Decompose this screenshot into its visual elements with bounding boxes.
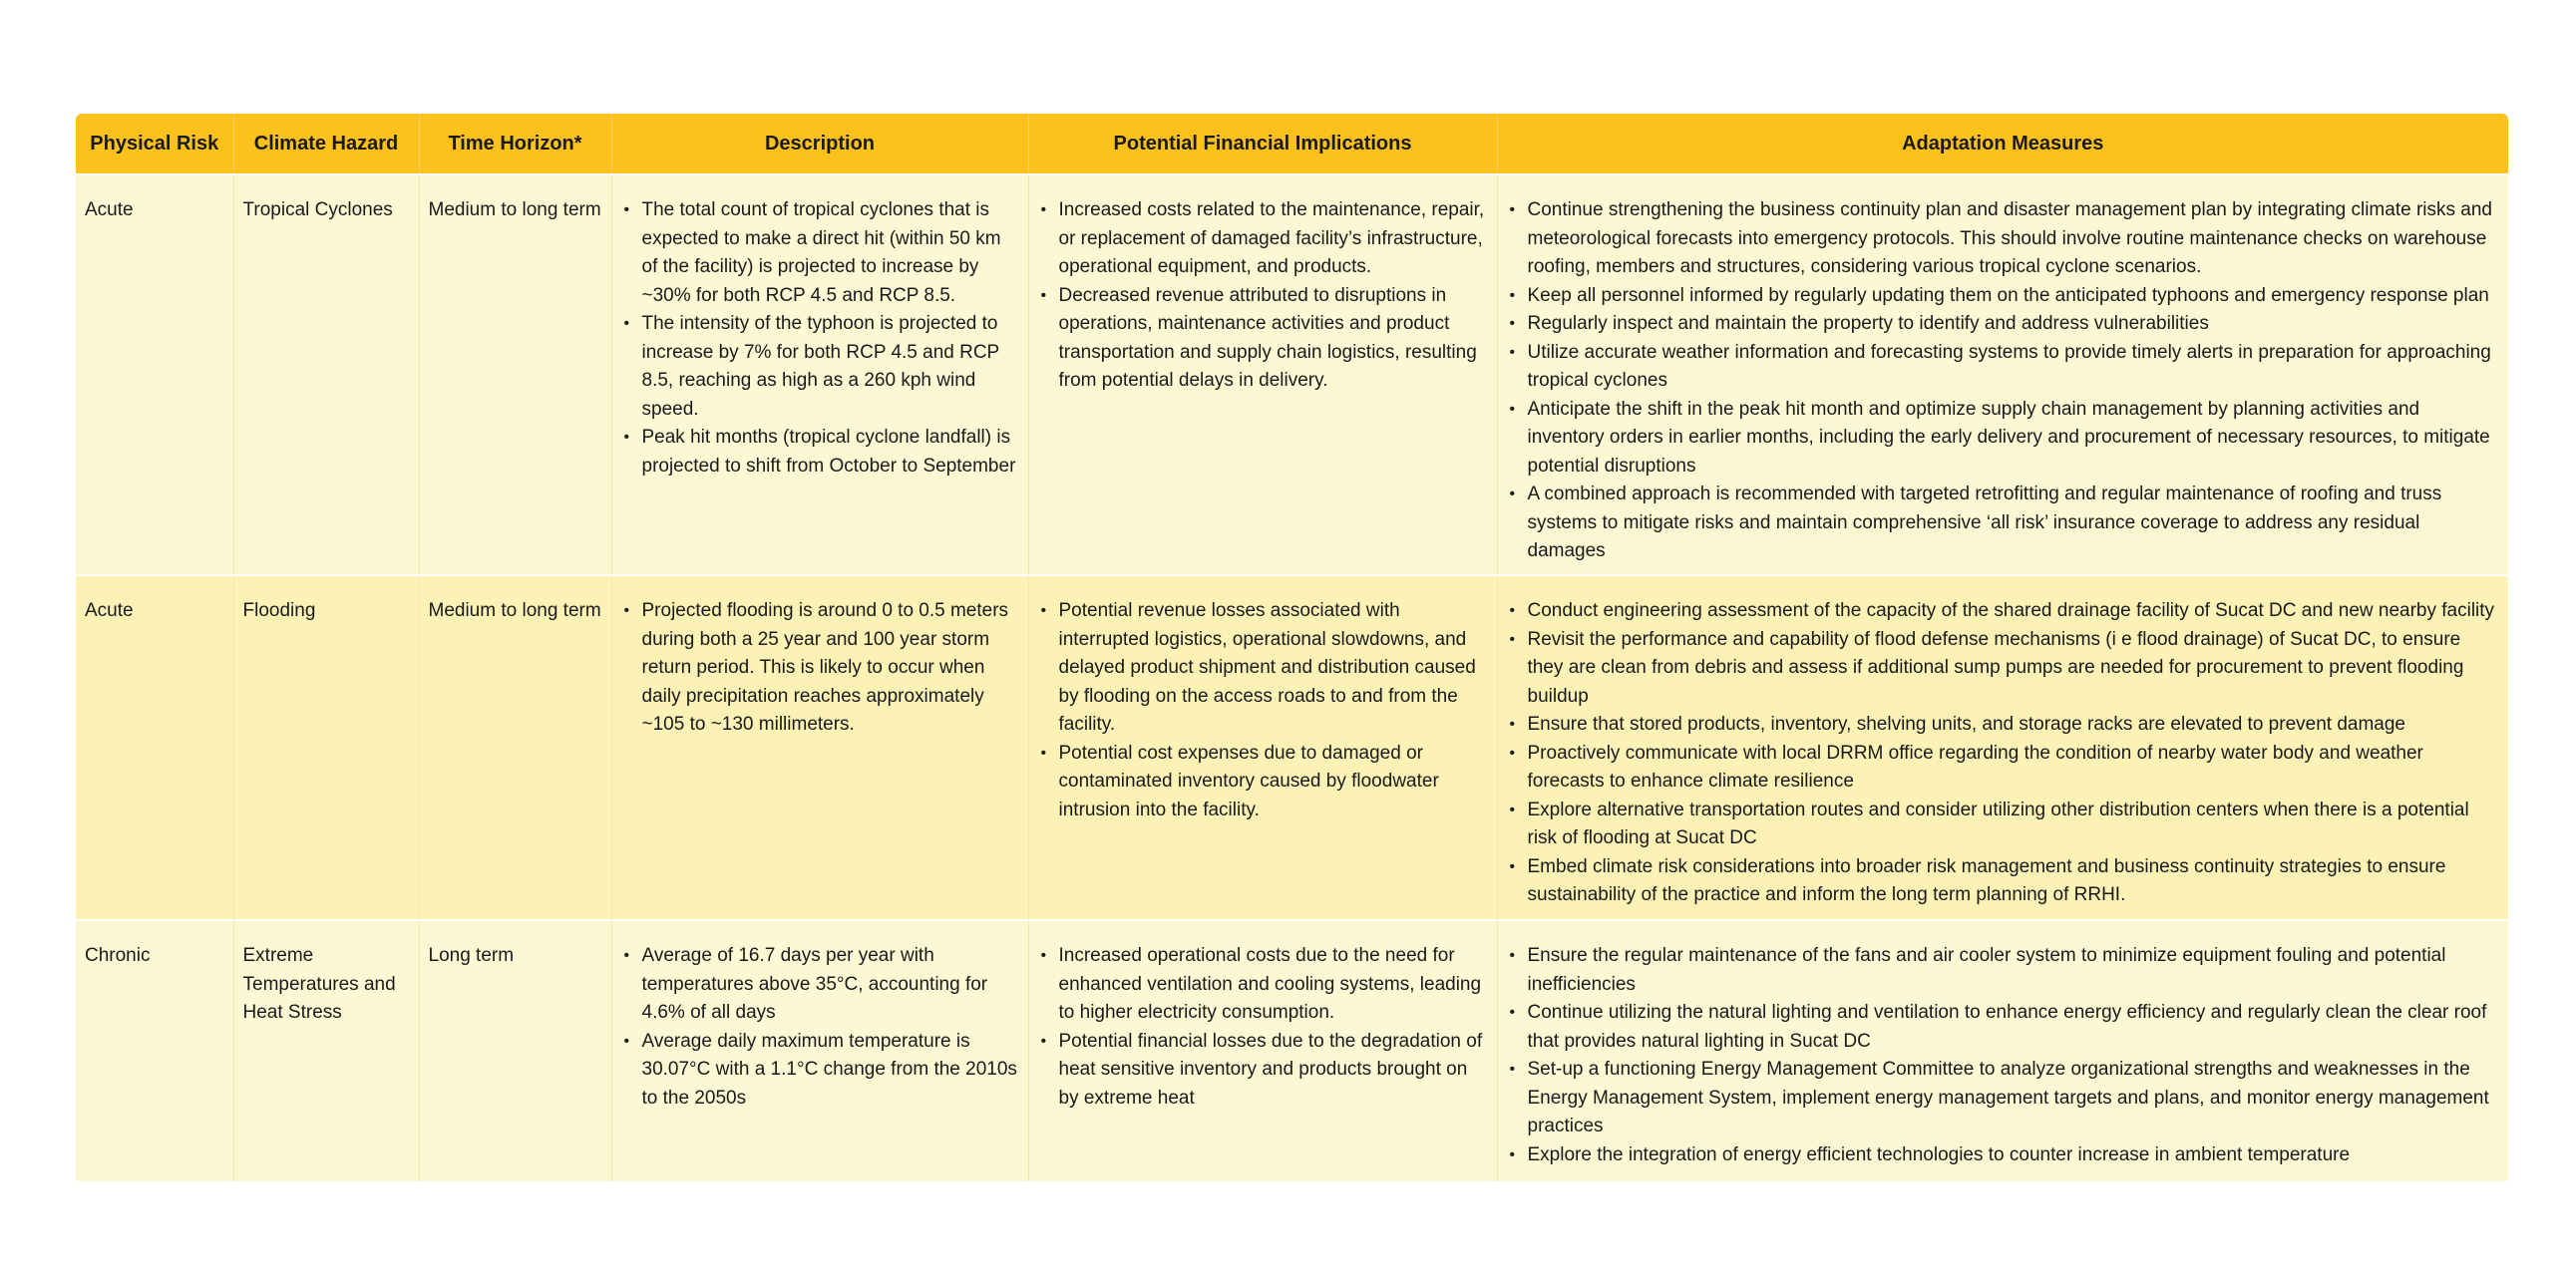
list-item: • Projected flooding is around 0 to 0.5 meters during both a 25 year and 100 year storm return period. This is likely to occur when daily precipitation reaches approximately ~105 to ~130 millimeters. xyxy=(621,597,1019,740)
header-adaptation-measures: Adaptation Measures xyxy=(1497,114,2508,174)
list-item: • Regularly inspect and maintain the property to identify and address vulnerabilities xyxy=(1507,310,2500,339)
time-horizon-cell: Medium to long term xyxy=(419,174,611,575)
financial-implications-cell xyxy=(1028,174,1497,575)
list-item: • The intensity of the typhoon is projected to increase by 7% for both RCP 4.5 and RCP 8.5, reaching as high as a 260 kph wind speed. xyxy=(621,310,1019,424)
description-list xyxy=(621,597,1019,740)
list-item: • Continue utilizing the natural lighting and ventilation to enhance energy efficiency and regularly clean the clear roof that provides natural lighting in Sucat DC xyxy=(1507,999,2500,1056)
table-row xyxy=(76,575,2508,920)
list-item: • Increased costs related to the maintenance, repair, or replacement of damaged facility’s infrastructure, operational equipment, and products. xyxy=(1038,196,1488,282)
table-row xyxy=(76,920,2508,1181)
header-financial-implications: Potential Financial Implications xyxy=(1028,114,1497,174)
description-cell xyxy=(611,920,1028,1181)
list-item: • Ensure the regular maintenance of the fans and air cooler system to minimize equipment fouling and potential inefficiencies xyxy=(1507,942,2500,999)
header-physical-risk: Physical Risk xyxy=(76,114,233,174)
physical-risk-cell: Acute xyxy=(76,174,233,575)
physical-risk-cell: Chronic xyxy=(76,920,233,1181)
climate-hazard-cell: Extreme Temperatures and Heat Stress xyxy=(233,920,419,1181)
header-climate-hazard: Climate Hazard xyxy=(233,114,419,174)
adaptation-list xyxy=(1507,597,2500,910)
climate-hazard-cell: Flooding xyxy=(233,575,419,920)
climate-risk-table-container xyxy=(76,114,2508,1181)
time-horizon-cell: Long term xyxy=(419,920,611,1181)
header-time-horizon: Time Horizon* xyxy=(419,114,611,174)
list-item: • Utilize accurate weather information and forecasting systems to provide timely alerts in preparation for approaching tropical cyclones xyxy=(1507,339,2500,396)
list-item: • Anticipate the shift in the peak hit month and optimize supply chain management by planning activities and inventory orders in earlier months, including the early delivery and procurement of necessary resources, to mitigate potential disruptions xyxy=(1507,396,2500,482)
list-item: • A combined approach is recommended with targeted retrofitting and regular maintenance of roofing and truss systems to mitigate risks and maintain comprehensive ‘all risk’ insurance coverage to address any residual damages xyxy=(1507,481,2500,566)
list-item: • The total count of tropical cyclones that is expected to make a direct hit (within 50 km of the facility) is projected to increase by ~30% for both RCP 4.5 and RCP 8.5. xyxy=(621,196,1019,310)
list-item: • Proactively communicate with local DRRM office regarding the condition of nearby water body and weather forecasts to enhance climate resilience xyxy=(1507,740,2500,797)
description-list xyxy=(621,196,1019,481)
climate-risk-table xyxy=(76,114,2508,1181)
financial-list xyxy=(1038,942,1488,1113)
list-item: • Embed climate risk considerations into broader risk management and business continuity strategies to ensure sustainability of the practice and inform the long term planning of RRHI. xyxy=(1507,853,2500,910)
list-item: • Explore the integration of energy efficient technologies to counter increase in ambient temperature xyxy=(1507,1141,2500,1170)
adaptation-list xyxy=(1507,942,2500,1169)
list-item: • Ensure that stored products, inventory, shelving units, and storage racks are elevated to prevent damage xyxy=(1507,711,2500,740)
list-item: • Decreased revenue attributed to disruptions in operations, maintenance activities and product transportation and supply chain logistics, resulting from potential delays in delivery. xyxy=(1038,282,1488,396)
list-item: • Potential revenue losses associated with interrupted logistics, operational slowdowns, and delayed product shipment and distribution caused by flooding on the access roads to and from the facility. xyxy=(1038,597,1488,740)
list-item: • Explore alternative transportation routes and consider utilizing other distribution centers when there is a potential risk of flooding at Sucat DC xyxy=(1507,797,2500,853)
list-item: • Conduct engineering assessment of the capacity of the shared drainage facility of Sucat DC and new nearby facility xyxy=(1507,597,2500,626)
adaptation-measures-cell xyxy=(1497,920,2508,1181)
list-item: • Potential cost expenses due to damaged or contaminated inventory caused by floodwater intrusion into the facility. xyxy=(1038,740,1488,825)
list-item: • Average daily maximum temperature is 30.07°C with a 1.1°C change from the 2010s to the 2050s xyxy=(621,1028,1019,1114)
description-list xyxy=(621,942,1019,1113)
adaptation-measures-cell xyxy=(1497,174,2508,575)
list-item: • Peak hit months (tropical cyclone landfall) is projected to shift from October to September xyxy=(621,424,1019,481)
list-item: • Increased operational costs due to the need for enhanced ventilation and cooling systems, leading to higher electricity consumption. xyxy=(1038,942,1488,1028)
list-item: • Potential financial losses due to the degradation of heat sensitive inventory and products brought on by extreme heat xyxy=(1038,1028,1488,1114)
list-item: • Keep all personnel informed by regularly updating them on the anticipated typhoons and emergency response plan xyxy=(1507,282,2500,311)
list-item: • Average of 16.7 days per year with temperatures above 35°C, accounting for 4.6% of all days xyxy=(621,942,1019,1028)
table-header xyxy=(76,114,2508,174)
list-item: • Continue strengthening the business continuity plan and disaster management plan by integrating climate risks and meteorological forecasts into emergency protocols. This should involve routine maintenance checks on warehouse roofing, members and structures, considering various tropical cyclone scenarios. xyxy=(1507,196,2500,282)
time-horizon-cell: Medium to long term xyxy=(419,575,611,920)
physical-risk-cell: Acute xyxy=(76,575,233,920)
description-cell xyxy=(611,174,1028,575)
header-row xyxy=(76,114,2508,174)
financial-implications-cell xyxy=(1028,575,1497,920)
financial-implications-cell xyxy=(1028,920,1497,1181)
header-description: Description xyxy=(611,114,1028,174)
climate-hazard-cell: Tropical Cyclones xyxy=(233,174,419,575)
description-cell xyxy=(611,575,1028,920)
table-body xyxy=(76,174,2508,1181)
adaptation-measures-cell xyxy=(1497,575,2508,920)
list-item: • Revisit the performance and capability of flood defense mechanisms (i e flood drainage) of Sucat DC, to ensure they are clean from debris and assess if additional sump pumps are needed for procurement to prevent flooding buildup xyxy=(1507,626,2500,712)
financial-list xyxy=(1038,597,1488,824)
financial-list xyxy=(1038,196,1488,396)
table-row xyxy=(76,174,2508,575)
list-item: • Set-up a functioning Energy Management Committee to analyze organizational strengths and weaknesses in the Energy Management System, implement energy management targets and plans, and monitor energy management practices xyxy=(1507,1056,2500,1141)
adaptation-list xyxy=(1507,196,2500,566)
